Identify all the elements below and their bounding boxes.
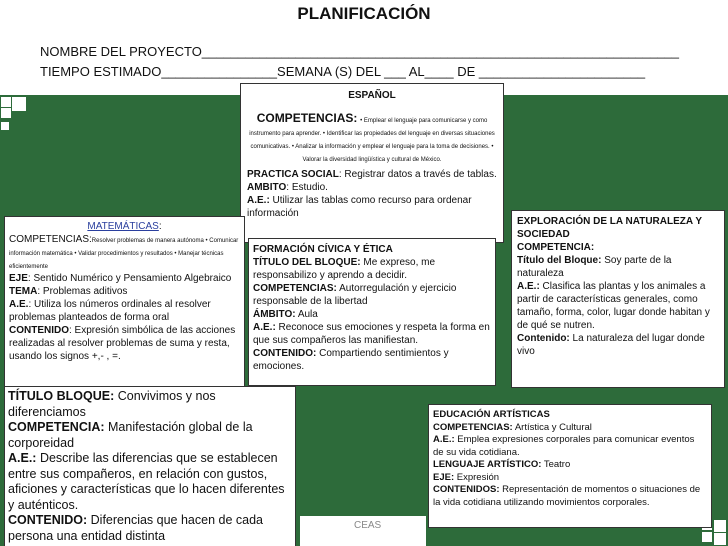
matematicas-competencias-text: Resolver problemas de manera autónoma • Comunicar información matemática • Validar procedimientos y resultados • Manejar técnicas eficientemente bbox=[9, 238, 239, 270]
naturaleza-ae-text: Clasifica las plantas y los animales a partir de características generales, como tamaño, forma, color, lugar donde habitan y de qué se nutren. bbox=[517, 281, 710, 331]
matematicas-competencias-label: COMPETENCIAS: bbox=[9, 234, 92, 245]
naturaleza-contenido-text: La naturaleza del lugar donde vivo bbox=[517, 333, 705, 357]
espanol-ambito-label: AMBITO bbox=[247, 182, 287, 193]
espanol-title: ESPAÑOL bbox=[348, 90, 396, 101]
fisica-contenido-text: Diferencias que hacen de cada persona una entidad distinta bbox=[8, 513, 263, 543]
naturaleza-bloque-text: Soy parte de la naturaleza bbox=[517, 255, 672, 279]
matematicas-eje-text: : Sentido Numérico y Pensamiento Algebraico bbox=[27, 273, 232, 284]
civica-competencias-text: Autorregulación y ejercicio responsable de la libertad bbox=[253, 283, 457, 307]
naturaleza-title: EXPLORACIÓN DE LA NATURALEZA Y SOCIEDAD bbox=[517, 216, 702, 240]
footer-label: CEAS bbox=[354, 520, 382, 531]
artisticas-competencias-text: Artística y Cultural bbox=[512, 421, 592, 433]
espanol-ae-label: A.E.: bbox=[247, 195, 270, 206]
civica-box bbox=[248, 238, 496, 386]
artisticas-contenidos-text: Representación de momentos o situaciones de la vida cotidiana utilizando movimientos corporales. bbox=[433, 484, 701, 508]
civica-bloque-text: Me expreso, me responsabilizo y aprendo a decidir. bbox=[253, 257, 436, 281]
espanol-practica-label: PRACTICA SOCIAL bbox=[247, 169, 339, 180]
civica-ambito-label: ÁMBITO: bbox=[253, 309, 296, 320]
project-name-line: NOMBRE DEL PROYECTO__________________________________________________________________ bbox=[40, 44, 679, 59]
decor-square bbox=[1, 108, 11, 118]
matematicas-box bbox=[4, 216, 245, 390]
civica-bloque-label: TÍTULO DEL BLOQUE: bbox=[253, 257, 361, 268]
artisticas-competencias-label: COMPETENCIAS: bbox=[433, 421, 513, 433]
espanol-ae-text: Utilizar las tablas como recurso para ordenar información bbox=[247, 195, 472, 219]
artisticas-eje-label: EJE: bbox=[433, 471, 455, 483]
fisica-contenido-label: CONTENIDO: bbox=[8, 513, 88, 527]
matematicas-tema-text: : Problemas aditivos bbox=[37, 286, 128, 297]
fisica-competencia-text: Manifestación global de la corporeidad bbox=[8, 420, 253, 450]
decor-square bbox=[714, 533, 726, 545]
fisica-bloque-label: TÍTULO BLOQUE: bbox=[8, 389, 115, 403]
matematicas-contenido-text: : Expresión simbólica de las acciones realizadas al resolver problemas de suma y resta, usando los signos +,- , =. bbox=[9, 325, 236, 362]
artisticas-eje-text: Expresión bbox=[454, 471, 500, 483]
matematicas-ae-text: : Utiliza los números ordinales al resolver problemas planteados de forma oral bbox=[9, 299, 211, 323]
naturaleza-box bbox=[511, 210, 725, 388]
fisica-box bbox=[4, 386, 296, 546]
civica-ae-text: Reconoce sus emociones y respeta la forma en que sus compañeros las manifiestan. bbox=[253, 322, 490, 346]
matematicas-title-link[interactable]: MATEMÁTICAS bbox=[87, 221, 159, 232]
civica-competencias-label: COMPETENCIAS: bbox=[253, 283, 337, 294]
artisticas-contenidos-label: CONTENIDOS: bbox=[433, 484, 500, 495]
fisica-competencia-label: COMPETENCIA: bbox=[8, 420, 105, 434]
artisticas-box bbox=[428, 404, 712, 528]
civica-contenido-text: Compartiendo sentimientos y emociones. bbox=[253, 348, 449, 372]
matematicas-contenido-label: CONTENIDO bbox=[9, 325, 69, 336]
espanol-ambito-text: : Estudio. bbox=[286, 182, 328, 193]
artisticas-ae-text: Emplea expresiones corporales para comunicar eventos de su vida cotidiana. bbox=[433, 434, 695, 458]
page-title: PLANIFICACIÓN bbox=[297, 4, 431, 23]
espanol-competencias-text: • Emplear el lenguaje para comunicarse y como instrumento para aprender. • Identificar las propiedades del lenguaje en diversas situaciones comunicativas. • Analizar la información y emplear el lenguaje para la toma de decisiones. • Valorar la diversidad lingüística y cultural de México. bbox=[249, 118, 495, 163]
civica-ambito-text: Aula bbox=[295, 309, 318, 320]
civica-ae-label: A.E.: bbox=[253, 322, 276, 333]
espanol-competencias-label: COMPETENCIAS: bbox=[256, 111, 358, 125]
estimated-time-line: TIEMPO ESTIMADO________________SEMANA (S) DEL ___ AL____ DE _______________________ bbox=[40, 64, 646, 79]
naturaleza-contenido-label: Contenido: bbox=[517, 333, 570, 344]
decor-square bbox=[1, 122, 9, 130]
decor-square bbox=[714, 520, 726, 532]
fisica-ae-label: A.E.: bbox=[8, 451, 37, 465]
fisica-ae-text: Describe las diferencias que se establecen entre sus compañeros, en relación con gustos, aficiones y características que lo hacen diferentes y auténticos. bbox=[8, 451, 285, 512]
civica-title: FORMACIÓN CÍVICA Y ÉTICA bbox=[253, 244, 393, 255]
decor-square bbox=[702, 532, 712, 542]
artisticas-lenguaje-label: LENGUAJE ARTÍSTICO: bbox=[433, 459, 542, 470]
fisica-bloque-text: Convivimos y nos diferenciamos bbox=[8, 389, 216, 419]
matematicas-eje-label: EJE bbox=[9, 273, 28, 284]
naturaleza-competencia-label: COMPETENCIA: bbox=[517, 242, 595, 253]
decor-square bbox=[12, 97, 26, 111]
matematicas-title-colon: : bbox=[158, 221, 162, 232]
artisticas-title: EDUCACIÓN ARTÍSTICAS bbox=[433, 409, 550, 420]
artisticas-lenguaje-text: Teatro bbox=[541, 459, 571, 470]
decor-square bbox=[1, 97, 11, 107]
matematicas-ae-label: A.E. bbox=[9, 299, 29, 310]
matematicas-tema-label: TEMA bbox=[9, 286, 38, 297]
espanol-practica-text: : Registrar datos a través de tablas. bbox=[338, 169, 497, 180]
naturaleza-bloque-label: Título del Bloque: bbox=[517, 255, 602, 266]
naturaleza-ae-label: A.E.: bbox=[517, 281, 540, 292]
artisticas-ae-label: A.E.: bbox=[433, 434, 455, 445]
espanol-box bbox=[240, 83, 504, 243]
civica-contenido-label: CONTENIDO: bbox=[253, 348, 317, 359]
